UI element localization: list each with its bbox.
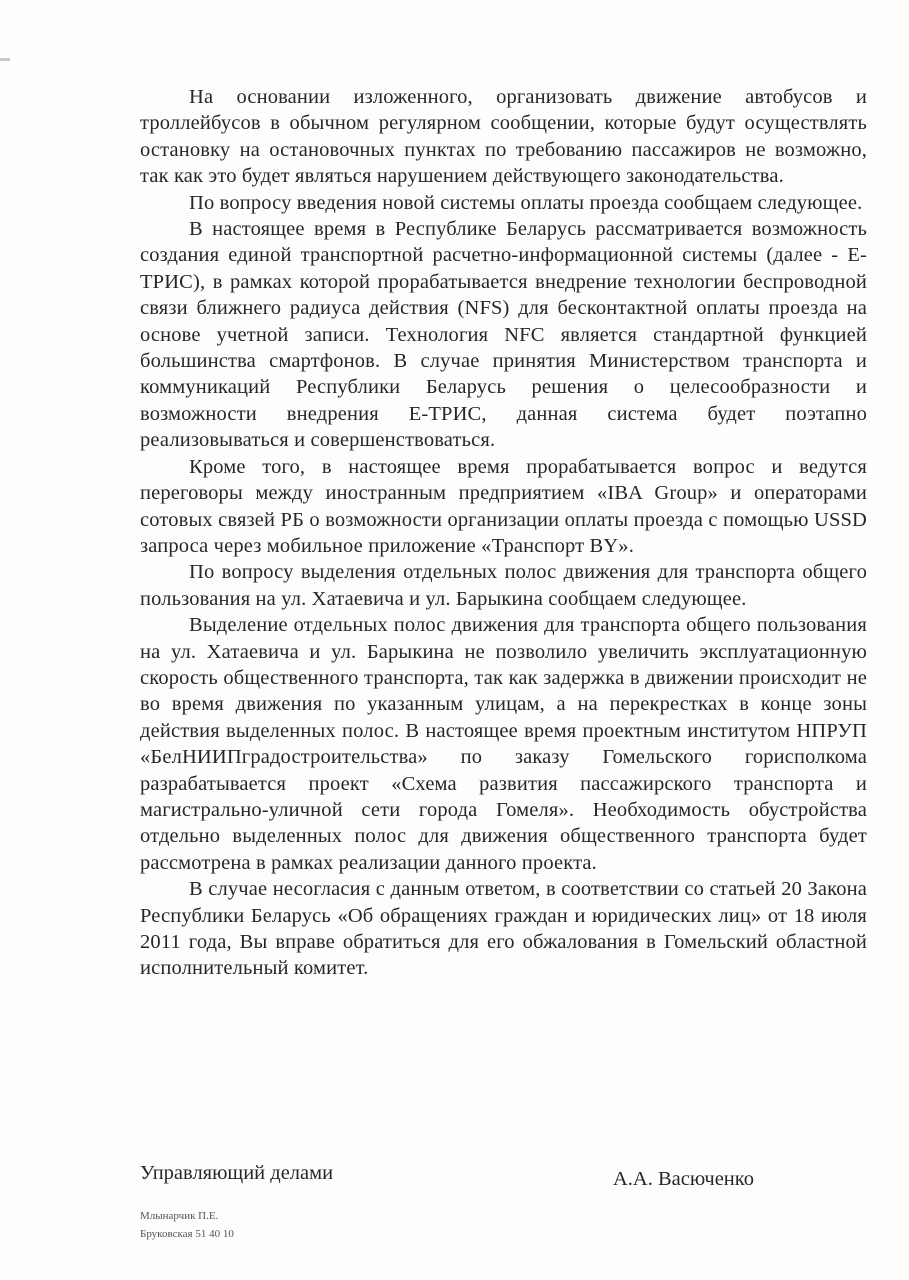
paragraph-5: По вопросу выделения отдельных полос движения для транспорта общего пользования на ул. Хатаевича и ул. Барыкина сообщаем следующее. (140, 561, 867, 610)
scan-edge-mark (0, 58, 10, 61)
paragraph-1: На основании изложенного, организовать движение автобусов и троллейбусов в обычном регулярном сообщении, которые будут осуществлять остановку на остановочных пунктах по требованию пассажиров не возможно, так как это будет являться нарушением действующего законодательства. (140, 86, 867, 188)
signatory-position: Управляющий делами (140, 1162, 334, 1184)
executor-info (140, 1207, 234, 1243)
paragraph-4: Кроме того, в настоящее время прорабатывается вопрос и ведутся переговоры между иностранным предприятием «IBA Group» и операторами сотовых связей РБ о возможности организации оплаты проезда с помощью USSD запроса через мобильное приложение «Транспорт BY». (140, 455, 867, 557)
paragraph-6: Выделение отдельных полос движения для транспорта общего пользования на ул. Хатаевича и ул. Барыкина не позволило увеличить эксплуатационную скорость общественного транспорта, так как задержка в движении происходит не во время движения по указанным улицам, а на перекрестках в конце зоны действия выделенных полос. В настоящее время проектным институтом НПРУП «БелНИИПградостроительства» по заказу Гомельского горисполкома разрабатывается проект «Схема развития пассажирского транспорта и магистрально-уличной сети города Гомеля». Необходимость обустройства отдельно выделенных полос для движения общественного транспорта будет рассмотрена в рамках реализации данного проекта. (140, 614, 867, 874)
letter-body (140, 84, 867, 982)
executor-name: Млынарчик П.Е. (140, 1210, 219, 1222)
paragraph-7: В случае несогласия с данным ответом, в соответствии со статьей 20 Закона Республики Беларусь «Об обращениях граждан и юридических лиц» от 18 июля 2011 года, Вы вправе обратиться для его обжалования в Гомельский областной исполнительный комитет. (140, 878, 867, 980)
executor-phone: Бруковская 51 40 10 (140, 1228, 234, 1240)
signatory-name: А.А. Васюченко (613, 1168, 754, 1190)
paragraph-2: По вопросу введения новой системы оплаты проезда сообщаем следующее. (189, 191, 863, 214)
paragraph-3: В настоящее время в Республике Беларусь рассматривается возможность создания единой транспортной расчетно-информационной системы (далее - Е-ТРИС), в рамках которой прорабатывается внедрение технологии беспроводной связи ближнего радиуса действия (NFS) для бесконтактной оплаты проезда на основе учетной записи. Технология NFC является стандартной функцией большинства смартфонов. В случае принятия Министерством транспорта и коммуникаций Республики Беларусь решения о целесообразности и возможности внедрения Е-ТРИС, данная система будет поэтапно реализовываться и совершенствоваться. (140, 218, 867, 452)
